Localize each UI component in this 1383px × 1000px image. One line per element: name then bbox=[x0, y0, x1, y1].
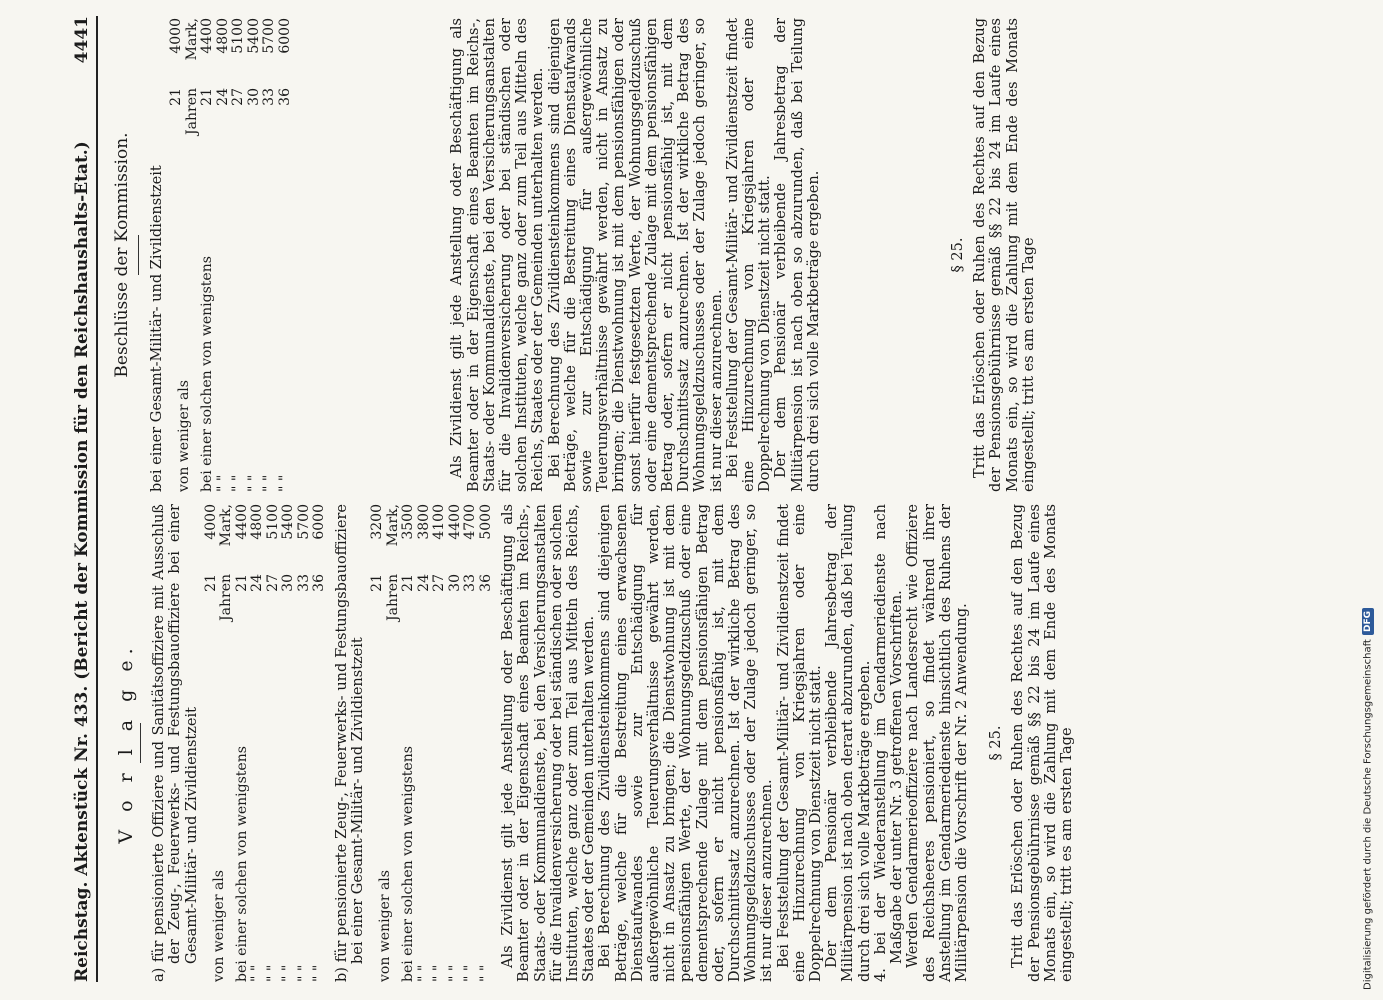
pension-row-label: " " bbox=[276, 474, 293, 492]
pension-row-years: 27 bbox=[264, 574, 281, 592]
pension-row-label: von weniger als bbox=[376, 870, 393, 982]
pension-row-amount: 4700 bbox=[462, 504, 479, 540]
pension-row-amount: 4100 bbox=[431, 504, 448, 540]
pension-row-label: von weniger als bbox=[210, 870, 227, 982]
left-paragraph-2: Bei Berechnung des Zivildiensteinkommens sind diejenigen Beträge, welche für die Bestreitung eines erwachsenen Dienstaufwandes sowie zur Entschädigung für außergewöhnliche Teuerungsverhältnisse gewährt werden, nicht in Ansatz zu bringen; die Dienstwohnung ist mit dem pensionsfähigen Werte, der Wohnungsgeldzuschuß oder eine dementsprechende Zulage mit dem pensionsfähigen Betrag oder, sofern er nicht pensionsfähig ist, mit dem Durchschnittssatz anzurechnen. Ist der wirkliche Betrag des Wohnungsgeldzuschusses oder der Zulage jedoch geringer, so ist nur dieser anzurechnen. bbox=[597, 504, 776, 982]
pension-row-label: " " bbox=[477, 964, 494, 982]
pension-row-amount: 4400 bbox=[199, 18, 216, 54]
pension-row-amount: 6000 bbox=[276, 18, 293, 54]
pension-row bbox=[417, 504, 433, 982]
pension-row-label: " " bbox=[214, 474, 231, 492]
right-paragraph-3: Bei Feststellung der Gesamt-Militär- und Zivildienstzeit findet eine Hinzurechnung von Kriegsjahren oder eine Doppelrechnung von Dienstzeit nicht statt. bbox=[724, 18, 774, 492]
pension-row-label: bei einer solchen von wenigstens bbox=[199, 256, 216, 492]
pension-row bbox=[479, 504, 495, 982]
pension-row-label: von weniger als bbox=[176, 380, 193, 492]
pension-row-label: " " bbox=[249, 964, 266, 982]
pension-row-amount: 4000 Mark, bbox=[202, 504, 235, 547]
pension-row-amount: 5700 bbox=[261, 18, 278, 54]
pension-row bbox=[250, 504, 266, 982]
pension-row-label: " " bbox=[280, 964, 297, 982]
pension-row bbox=[312, 504, 328, 982]
pension-row-label: " " bbox=[264, 964, 281, 982]
pension-row-label: bei einer solchen von wenigstens bbox=[233, 746, 250, 982]
pension-row-amount: 3200 Mark, bbox=[369, 504, 401, 547]
header-title: Reichstag. Aktenstück Nr. 433. (Bericht der Kommission für den Reichshaushalts-Etat.) bbox=[72, 141, 92, 982]
pension-row-label: " " bbox=[415, 964, 432, 982]
page-number: 4441 bbox=[72, 16, 92, 64]
pension-row bbox=[247, 18, 263, 492]
right-paragraph-1: Als Zivildienst gilt jede Anstellung oder Beschäftigung als Beamter oder in der Eigenschaft eines Beamten im Reichs-, Staats- oder Kommunaldienste, bei den Versicherungsanstalten für die Invalidenversicherung oder bei ständischen oder solchen Instituten, welche ganz oder zum Teil aus Mitteln des Reichs, Staates oder der Gemeinden unterhalten werden. bbox=[449, 18, 547, 492]
heading-rule bbox=[140, 723, 141, 763]
left-paragraph-4: Der dem Pensionär verbleibende Jahresbetrag der Militärpension ist nach oben derart abzurunden, daß bei Teilung durch drei sich volle Markbeträge ergeben. bbox=[824, 504, 873, 982]
pension-row-amount: 5000 bbox=[477, 504, 494, 540]
credit-text: Digitalisierung gefördert durch die Deutsche Forschungsgemeinschaft bbox=[1362, 639, 1374, 990]
pension-row-label: " " bbox=[295, 964, 312, 982]
pension-row bbox=[278, 18, 294, 492]
pension-row-amount: 4800 bbox=[214, 18, 231, 54]
right-paragraph-5: Tritt das Erlöschen oder Ruhen des Rechtes auf den Bezug der Pensionsgebührnisse gemäß §§ 22 bis 24 im Laufe eines Monats ein, so wird die Zahlung mit dem Ende des Monats eingestellt; tritt es am ersten Tage bbox=[972, 18, 1037, 492]
vorlage-column bbox=[100, 504, 1075, 982]
dfg-logo-badge: DFG bbox=[1362, 608, 1374, 635]
pension-row-amount: 5100 bbox=[230, 18, 247, 54]
right-section-number: § 25. bbox=[950, 237, 967, 273]
right-paragraph-4: Der dem Pensionär verbleibende Jahresbetrag der Militärpension ist nach oben so abzurunden, daß bei Teilung durch drei sich volle Markbeträge ergeben. bbox=[773, 18, 822, 492]
pension-row-label: " " bbox=[245, 474, 262, 492]
pension-row-years: 30 bbox=[280, 574, 297, 592]
pension-row bbox=[204, 504, 235, 982]
pension-row-amount: 5100 bbox=[264, 504, 281, 540]
pension-table-right bbox=[169, 18, 293, 492]
pension-row bbox=[169, 18, 200, 492]
pension-row-years: 21 Jahren bbox=[369, 573, 401, 621]
pension-row-label: " " bbox=[311, 964, 328, 982]
pension-row bbox=[448, 504, 464, 982]
left-section-number: § 25. bbox=[988, 725, 1005, 761]
pension-row bbox=[216, 18, 232, 492]
beschluesse-heading: Beschlüsse der Kommission. bbox=[112, 132, 132, 378]
pension-row-years: 27 bbox=[431, 574, 448, 592]
pension-row-years: 33 bbox=[261, 88, 278, 106]
heading-rule bbox=[138, 235, 139, 275]
pension-row-amount: 5400 bbox=[280, 504, 297, 540]
pension-row-amount: 5700 bbox=[295, 504, 312, 540]
pension-row bbox=[200, 18, 216, 492]
right-paragraph-2: Bei Berechnung des Zivildiensteinkommens sind diejenigen Beträge, welche für die Bestreitung eines Dienstaufwands sowie zur Entschädigung für außergewöhnliche Teuerungsverhältnisse gewährt werden, nicht in Ansatz zu bringen; die Dienstwohnung ist mit dem pensionsfähigen oder sonst hierfür festgesetzten Werte, der Wohnungsgeldzuschuß oder eine dementsprechende Zulage mit dem pensionsfähigen Betrag oder, sofern er nicht pensionsfähig ist, mit dem Durchschnittssatz anzurechnen. Ist der wirkliche Betrag des Wohnungsgeldzuschusses oder der Zulage jedoch geringer, so ist nur dieser anzurechnen. bbox=[546, 18, 725, 492]
pension-row-amount: 4400 bbox=[233, 504, 250, 540]
pension-row-label: bei einer solchen von wenigstens bbox=[400, 746, 417, 982]
pension-row-years: 24 bbox=[415, 574, 432, 592]
pension-row-years: 36 bbox=[311, 574, 328, 592]
pension-row-amount: 4800 bbox=[249, 504, 266, 540]
item-b-intro: b) für pensionierte Zeug-, Feuerwerks- und Festungsbauoffiziere bei einer Gesamt-Militär- und Zivildienstzeit bbox=[333, 504, 367, 982]
pension-row-amount: 5400 bbox=[245, 18, 262, 54]
pension-row-years: 33 bbox=[462, 574, 479, 592]
pension-row-years: 24 bbox=[214, 88, 231, 106]
right-intro: bei einer Gesamt-Militär- und Zivildienstzeit bbox=[149, 165, 166, 492]
pension-row-years: 21 bbox=[233, 574, 250, 592]
pension-row bbox=[262, 18, 278, 492]
vorlage-heading: V o r l a g e. bbox=[115, 642, 137, 844]
pension-row-amount: 4000 Mark, bbox=[168, 18, 200, 61]
pension-row bbox=[235, 504, 251, 982]
pension-row bbox=[297, 504, 313, 982]
pension-row-years: 27 bbox=[230, 88, 247, 106]
pension-row-years: 21 bbox=[400, 574, 417, 592]
pension-row bbox=[432, 504, 448, 982]
left-item-4: 4. bei der Wiederanstellung im Gendarmeriedienste nach Maßgabe der unter Nr. 3 getroffenen Vorschriften. bbox=[872, 504, 906, 982]
pension-table-b bbox=[370, 504, 494, 982]
pension-row-years: 21 Jahren bbox=[168, 87, 200, 135]
pension-row bbox=[401, 504, 417, 982]
pension-row-amount: 4400 bbox=[446, 504, 463, 540]
digitization-credit bbox=[1359, 10, 1377, 990]
pension-row bbox=[266, 504, 282, 982]
pension-row-label: " " bbox=[446, 964, 463, 982]
pension-row-years: 30 bbox=[245, 88, 262, 106]
pension-row bbox=[231, 18, 247, 492]
left-paragraph-6: Werden Gendarmerieoffiziere nach Landesrecht wie Offiziere des Reichsheeres pensioniert, so findet während ihrer Anstellung im Gendarmeriedienste hinsichtlich des Ruhens der Militärpension die Vorschrift der Nr. 2 Anwendung. bbox=[905, 504, 970, 982]
pension-row bbox=[463, 504, 479, 982]
pension-row bbox=[281, 504, 297, 982]
pension-row-label: " " bbox=[431, 964, 448, 982]
pension-row-years: 21 Jahren bbox=[202, 573, 235, 621]
page-header bbox=[52, 16, 98, 982]
pension-row-years: 36 bbox=[477, 574, 494, 592]
pension-row bbox=[370, 504, 401, 982]
pension-row-amount: 3800 bbox=[415, 504, 432, 540]
pension-row-years: 24 bbox=[249, 574, 266, 592]
left-paragraph-7: Tritt das Erlöschen oder Ruhen des Rechtes auf den Bezug der Pensionsgebührnisse gemäß §§ 22 bis 24 im Laufe eines Monats ein, so wird die Zahlung mit dem Ende des Monats eingestellt; tritt es am ersten Tage bbox=[1010, 504, 1075, 982]
pension-table-a bbox=[204, 504, 328, 982]
pension-row-amount: 3500 bbox=[400, 504, 417, 540]
beschluesse-column bbox=[100, 18, 1037, 492]
pension-row-label: " " bbox=[462, 964, 479, 982]
pension-row-years: 36 bbox=[276, 88, 293, 106]
item-a-intro: a) für pensionierte Offiziere und Sanitätsoffiziere mit Ausschluß der Zeug-, Feuerwerks- und Festungsbauoffiziere bei einer Gesamt-Militär- und Zivildienstzeit bbox=[151, 504, 200, 982]
pension-row-label: " " bbox=[261, 474, 278, 492]
pension-row-amount: 6000 bbox=[311, 504, 328, 540]
pension-row-years: 30 bbox=[446, 574, 463, 592]
pension-row-years: 21 bbox=[199, 88, 216, 106]
left-paragraph-3: Bei Feststellung der Gesamt-Militär- und Zivildienstzeit findet eine Hinzurechnung von Kriegsjahren oder eine Doppelrechnung von Dienstzeit nicht statt. bbox=[775, 504, 825, 982]
pension-row-label: " " bbox=[230, 474, 247, 492]
left-paragraph-1: Als Zivildienst gilt jede Anstellung oder Beschäftigung als Beamter oder in der Eigenschaft eines Beamten im Reichs-, Staats- oder Kommunaldienste, bei den Versicherungsanstalten für die Invalidenversicherung oder bei ständischen oder solchen Instituten, welche ganz oder zum Teil aus Mitteln des Reichs, Staates oder der Gemeinden unterhalten werden. bbox=[500, 504, 598, 982]
pension-row-years: 33 bbox=[295, 574, 312, 592]
